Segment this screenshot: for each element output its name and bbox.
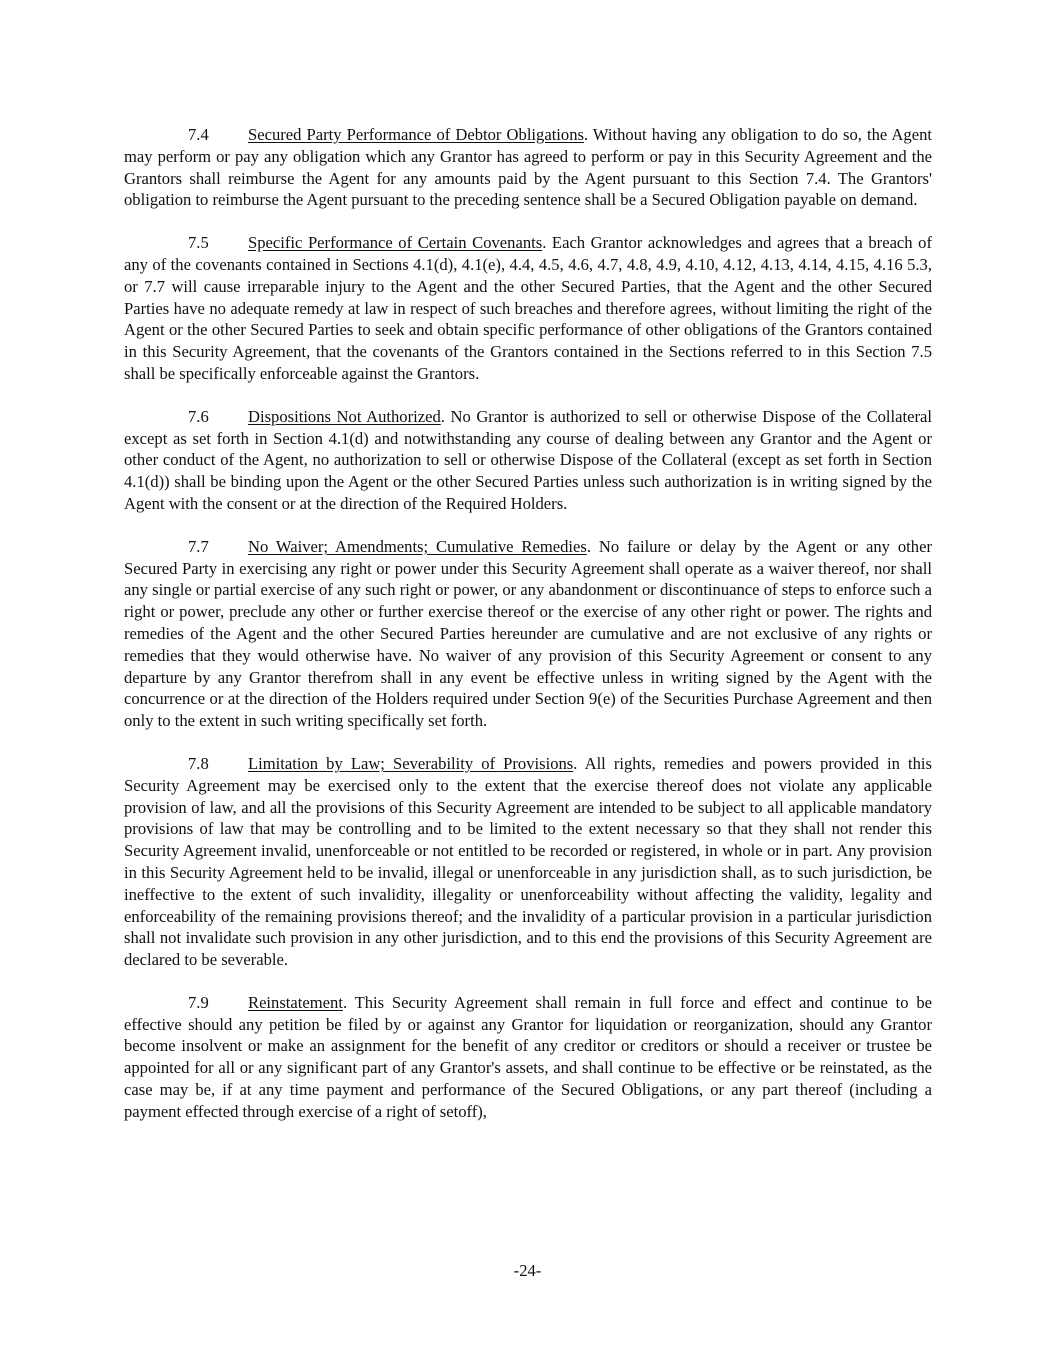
- section-heading: Secured Party Performance of Debtor Obligations: [248, 125, 584, 144]
- section-body: . No Grantor is authorized to sell or otherwise Dispose of the Collateral except as set forth in Section 4.1(d) and notwithstanding any course of dealing between any Grantor and the Agent or other conduct of the Agent, no authorization to sell or otherwise Dispose of the Collateral (except as set forth in Section 4.1(d)) shall be binding upon the Agent or the other Secured Parties unless such authorization is in writing signed by the Agent with the consent or at the direction of the Required Holders.: [124, 406, 932, 513]
- section-7-8: [124, 753, 932, 971]
- section-number: 7.8: [188, 753, 209, 773]
- section-number: 7.7: [188, 536, 209, 556]
- section-heading: Specific Performance of Certain Covenants: [248, 233, 543, 253]
- section-body: . This Security Agreement shall remain in full force and effect and continue to be effective should any petition be filed by or against any Grantor for liquidation or reorganization, should any Grantor become insolvent or make an assignment for the benefit of any creditor or creditors or should a receiver or trustee be appointed for all or any significant part of any Grantor's assets, and shall continue to be effective or be reinstated, as the case may be, if at any time payment and performance of the Secured Obligations, or any part thereof (including a payment effected through exercise of a right of setoff),: [124, 992, 932, 1121]
- section-7-5: [124, 232, 932, 385]
- section-number: 7.4: [188, 125, 209, 144]
- section-heading: Dispositions Not Authorized: [248, 406, 441, 426]
- section-body: . Without having any obligation to do so, the Agent may perform or pay any obligation which any Grantor has agreed to perform or pay in this Security Agreement and the Grantors shall reimburse the Agent for any amounts paid by the Agent pursuant to this Section 7.4. The Grantors' obligation to reimburse the Agent pursuant to the preceding sentence shall be a Secured Obligation payable on demand.: [124, 125, 932, 210]
- section-heading: Reinstatement: [248, 992, 343, 1012]
- section-body: . No failure or delay by the Agent or any other Secured Party in exercising any right or power under this Security Agreement shall operate as a waiver thereof, nor shall any single or partial exercise of any such right or power, or any abandonment or discontinuance of steps to enforce such a right or power, preclude any other or further exercise thereof or the exercise of any other right or power. The rights and remedies of the Agent and the other Secured Parties hereunder are cumulative and are not exclusive of any rights or remedies that they would otherwise have. No waiver of any provision of this Security Agreement or consent to any departure by any Grantor therefrom shall in any event be effective unless in writing signed by the Agent with the concurrence or at the direction of the Holders required under Section 9(e) of the Securities Purchase Agreement and then only to the extent in such writing specifically set forth.: [124, 536, 932, 731]
- section-heading: No Waiver; Amendments; Cumulative Remedies: [248, 536, 587, 556]
- page-number: -24-: [513, 1261, 542, 1280]
- section-7-6: [124, 406, 932, 515]
- section-number: 7.6: [188, 406, 209, 426]
- section-body: . Each Grantor acknowledges and agrees that a breach of any of the covenants contained in Sections 4.1(d), 4.1(e), 4.4, 4.5, 4.6, 4.7, 4.8, 4.9, 4.10, 4.12, 4.13, 4.14, 4.15, 4.16 5.3, or 7.7 will cause irreparable injury to the Agent and the other Secured Parties, that the Agent and the other Secured Parties have no adequate remedy at law in respect of such breaches and therefore agrees, without limiting the right of the Agent or the other Secured Parties to seek and obtain specific performance of other obligations of the Grantors contained in this Security Agreement, that the covenants of the Grantors contained in the Sections referred to in this Section 7.5 shall be specifically enforceable against the Grantors.: [124, 233, 932, 383]
- section-heading: Limitation by Law; Severability of Provisions: [248, 753, 574, 773]
- document-page: [124, 124, 932, 1144]
- section-number: 7.5: [188, 233, 209, 253]
- section-7-7: [124, 536, 932, 732]
- section-body: . All rights, remedies and powers provided in this Security Agreement may be exercised only to the extent that the exercise thereof does not violate any applicable provision of law, and all the provisions of this Security Agreement are intended to be subject to all applicable mandatory provisions of law that may be controlling and to be limited to the extent necessary so that they shall not render this Security Agreement invalid, unenforceable or not entitled to be recorded or registered, in whole or in part. Any provision in this Security Agreement held to be invalid, illegal or unenforceable in any jurisdiction shall, as to such jurisdiction, be ineffective to the extent of such invalidity, illegality or unenforceability without affecting the validity, legality and enforceability of the remaining provisions thereof; and the invalidity of a particular provision in a particular jurisdiction shall not invalidate such provision in any other jurisdiction, and to this end the provisions of this Security Agreement are declared to be severable.: [124, 753, 932, 970]
- section-7-9: [124, 992, 932, 1123]
- section-7-4: [124, 124, 932, 211]
- section-number: 7.9: [188, 992, 209, 1012]
